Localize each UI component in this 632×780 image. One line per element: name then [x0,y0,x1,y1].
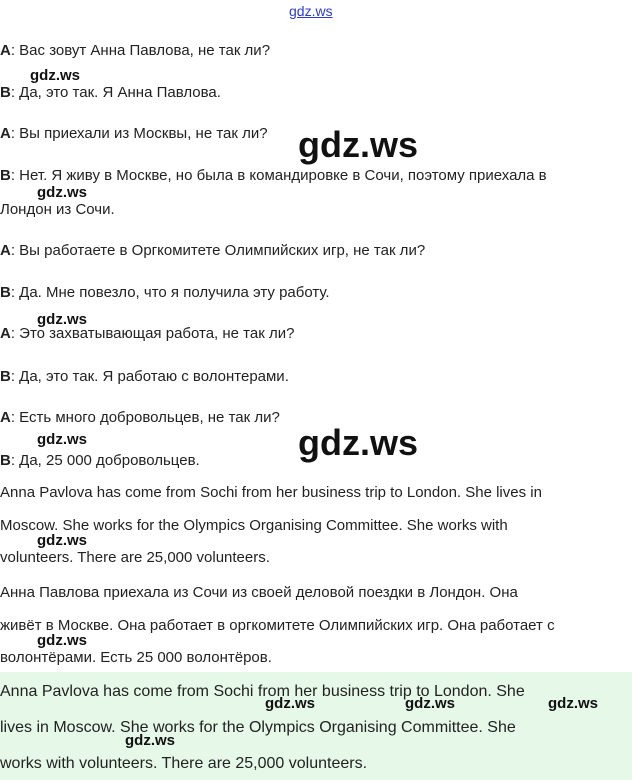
watermark: gdz.ws [37,632,88,649]
dialogue-line [0,201,115,219]
dialogue-line [0,368,289,386]
dialogue-text: : Да. Мне повезло, что я получила эту работу. [10,284,330,301]
speaker-label: A [0,409,11,426]
dialogue-line [0,125,268,143]
watermark: gdz.ws [37,532,88,549]
speaker-label: A [0,42,11,59]
highlight-line: works with volunteers. There are 25,000 volunteers. [0,755,368,772]
dialogue-line [0,284,330,302]
speaker-label: B [0,284,11,301]
highlight-line: Anna Pavlova has come from Sochi from her business trip to London. She [0,683,525,700]
speaker-label: A [0,325,11,342]
dialogue-text: : Вы приехали из Москвы, не так ли? [10,125,268,142]
dialogue-line [0,452,200,470]
watermark: gdz.ws [548,695,599,712]
dialogue-line [0,409,280,427]
dialogue-text: : Да, это так. Я работаю с волонтерами. [10,368,289,385]
watermark: gdz.ws [37,431,88,448]
dialogue-text: Лондон из Сочи. [0,201,115,218]
dialogue-text: : Вас зовут Анна Павлова, не так ли? [10,42,271,59]
watermark: gdz.ws [405,695,456,712]
dialogue-line [0,167,547,185]
dialogue-text: : Да, это так. Я Анна Павлова. [10,84,221,101]
dialogue-text: : Вы работаете в Оргкомитете Олимпийских игр, не так ли? [10,242,426,259]
speaker-label: B [0,452,11,469]
dialogue-text: : Это захватывающая работа, не так ли? [10,325,295,342]
watermark-large: gdz.ws [298,422,419,463]
summary-ru-line: живёт в Москве. Она работает в оргкомитете Олимпийских игр. Она работает с [0,617,555,634]
watermark: gdz.ws [37,184,88,201]
summary-en-line: Anna Pavlova has come from Sochi from her business trip to London. She lives in [0,484,542,501]
dialogue-line [0,84,221,102]
speaker-label: A [0,125,11,142]
speaker-label: B [0,368,11,385]
watermark: gdz.ws [265,695,316,712]
speaker-label: A [0,242,11,259]
watermark-top[interactable]: gdz.ws [289,3,333,19]
watermark: gdz.ws [125,732,176,749]
summary-en-line: Moscow. She works for the Olympics Organising Committee. She works with [0,517,508,534]
watermark: gdz.ws [30,67,81,84]
speaker-label: B [0,167,11,184]
summary-ru-line: волонтёрами. Есть 25 000 волонтёров. [0,649,272,666]
watermark-large: gdz.ws [298,124,419,165]
summary-ru-line: Анна Павлова приехала из Сочи из своей деловой поездки в Лондон. Она [0,584,518,601]
speaker-label: B [0,84,11,101]
dialogue-line [0,42,270,60]
dialogue-text: : Есть много добровольцев, не так ли? [10,409,280,426]
dialogue-text: : Да, 25 000 добровольцев. [10,452,200,469]
dialogue-line [0,242,425,260]
dialogue-text: : Нет. Я живу в Москве, но была в командировке в Сочи, поэтому приехала в [10,167,547,184]
watermark: gdz.ws [37,311,88,328]
highlight-line: lives in Moscow. She works for the Olympics Organising Committee. She [0,719,516,736]
summary-en-line: volunteers. There are 25,000 volunteers. [0,549,270,566]
